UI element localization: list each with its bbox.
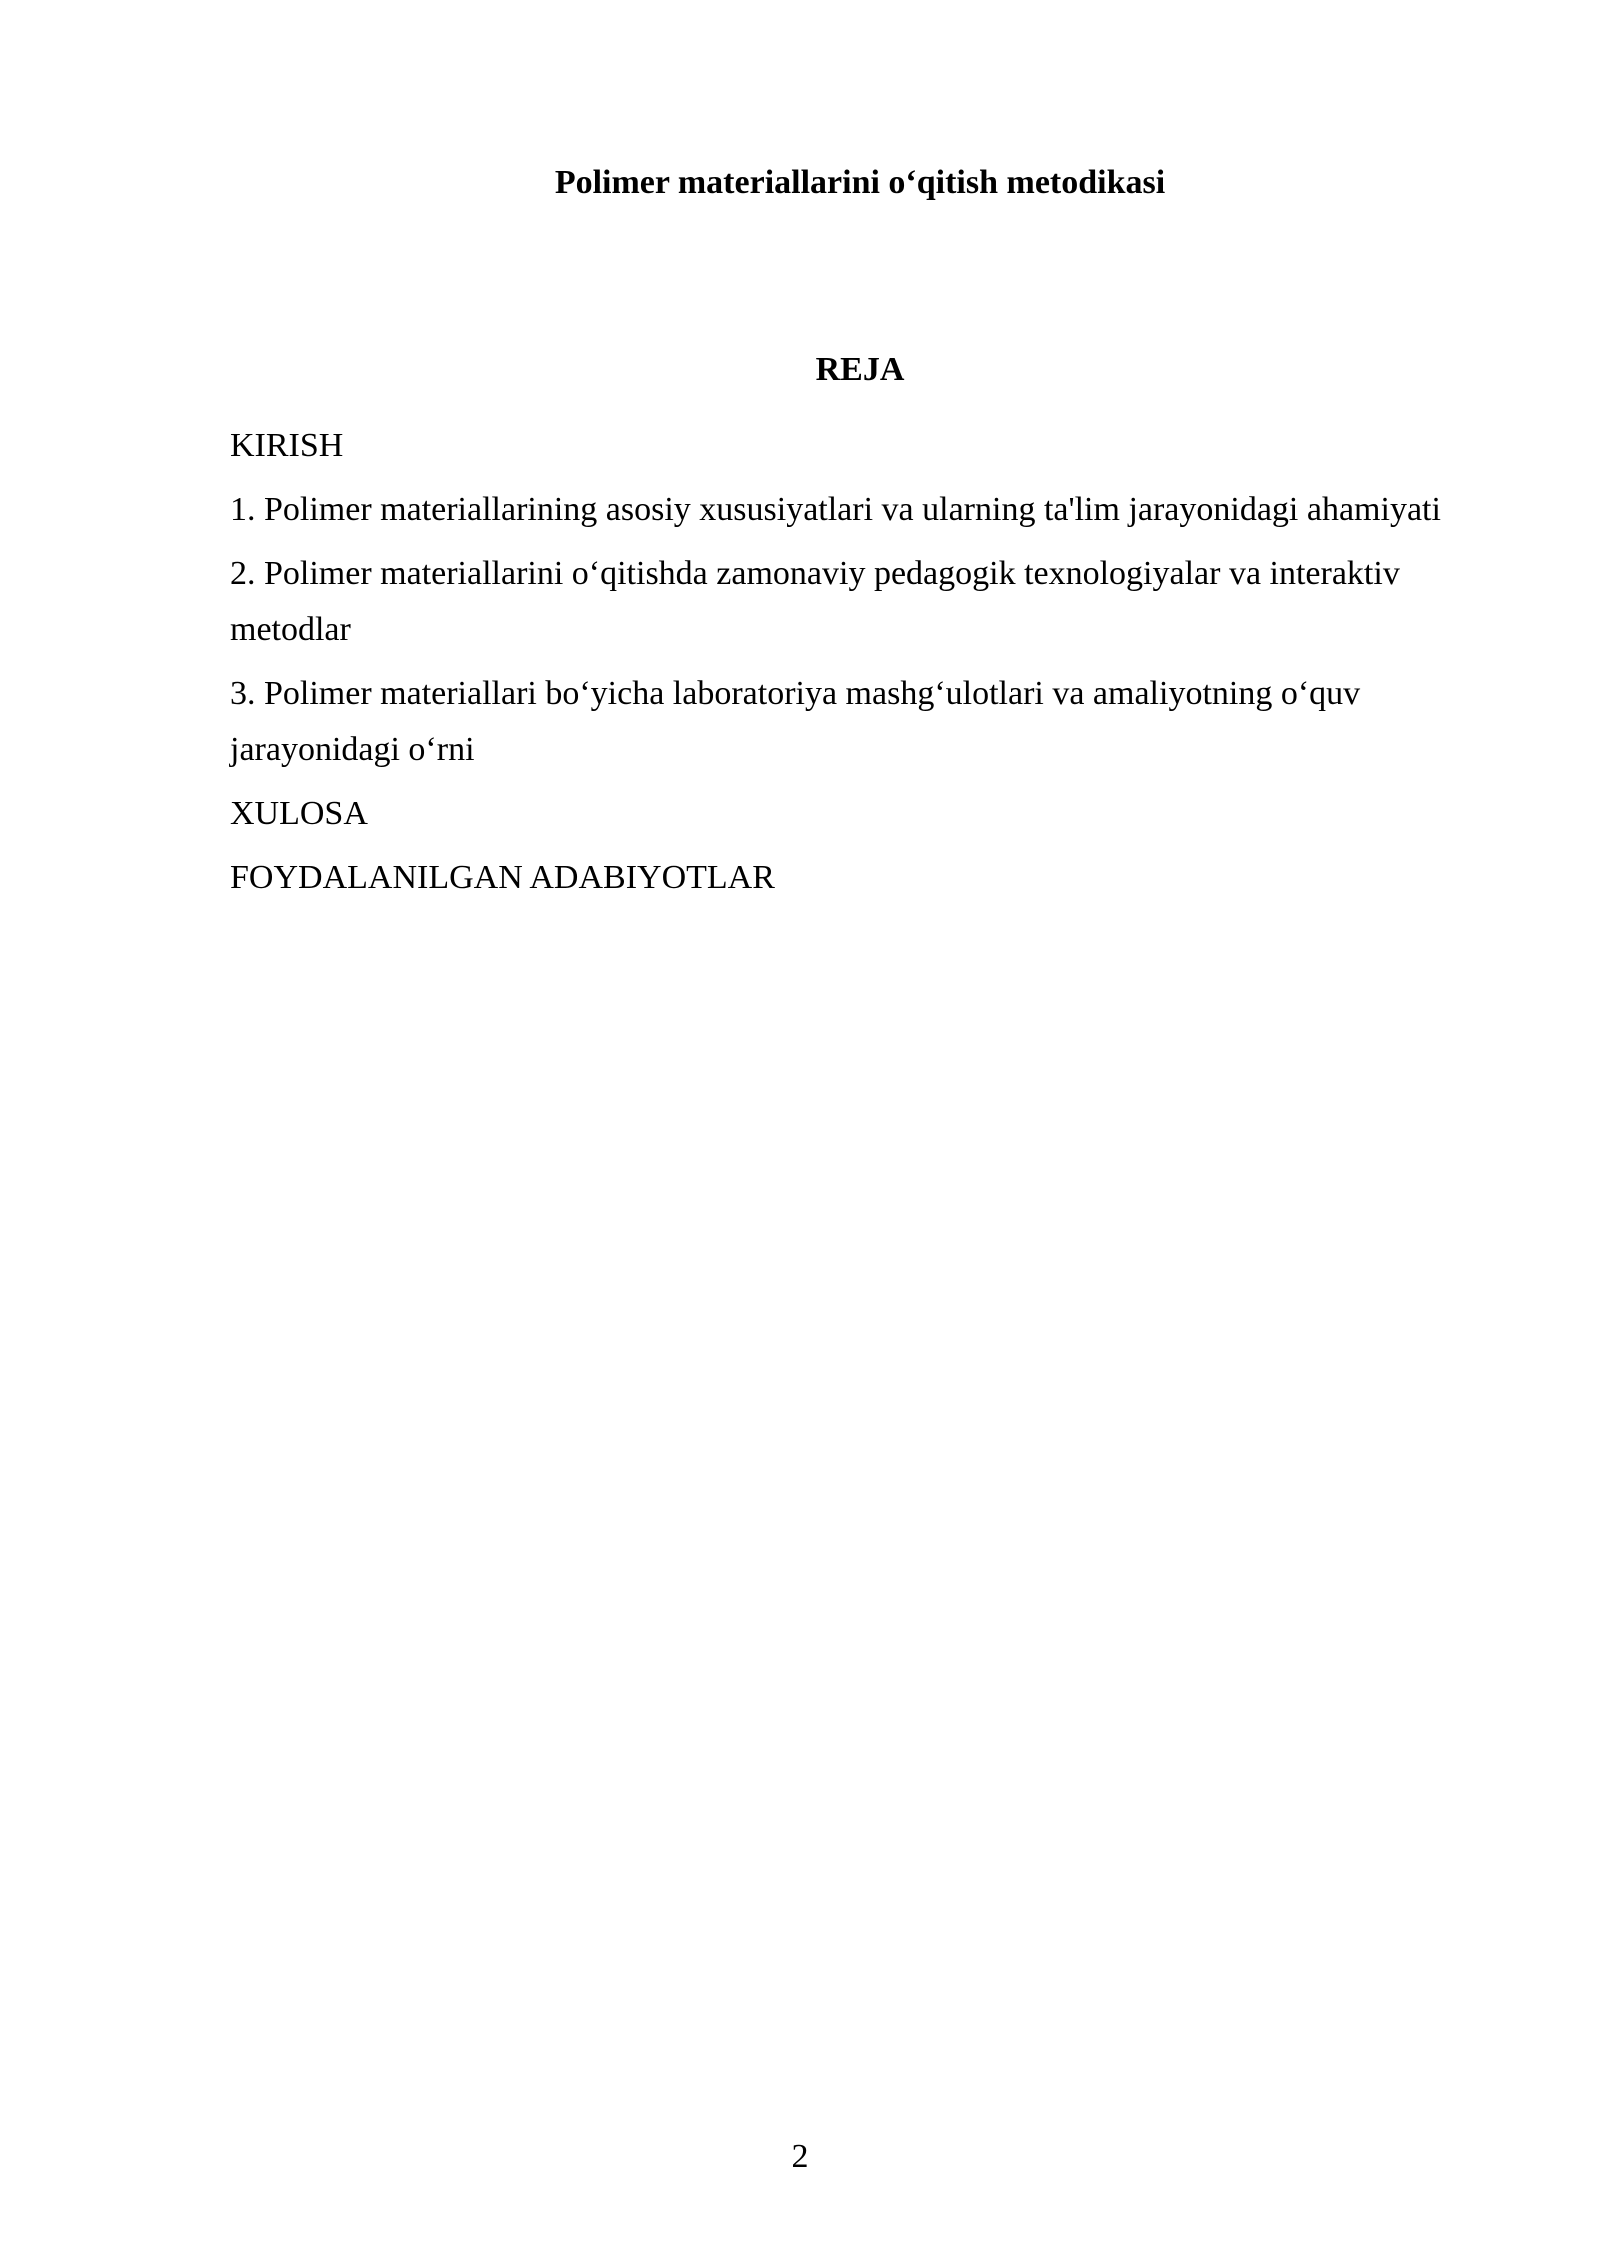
plan-item-2: 2. Polimer materiallarini o‘qitishda zamonaviy pedagogik texnologiyalar va interaktiv metodlar xyxy=(230,555,1400,648)
plan-item-introduction: KIRISH xyxy=(230,427,344,464)
plan-heading: REJA xyxy=(815,351,905,388)
plan-list xyxy=(230,418,1500,914)
document-title: Polimer materiallarini o‘qitish metodikasi xyxy=(554,164,1166,201)
plan-item-references: FOYDALANILGAN ADABIYOTLAR xyxy=(230,859,775,896)
plan-item-conclusion: XULOSA xyxy=(230,795,368,832)
plan-item-1: 1. Polimer materiallarining asosiy xususiyatlari va ularning ta'lim jarayonidagi ahamiyati xyxy=(230,491,1441,528)
page-number: 2 xyxy=(791,2138,809,2175)
plan-item-3: 3. Polimer materiallari bo‘yicha laboratoriya mashg‘ulotlari va amaliyotning o‘quv jarayonidagi o‘rni xyxy=(230,675,1361,768)
